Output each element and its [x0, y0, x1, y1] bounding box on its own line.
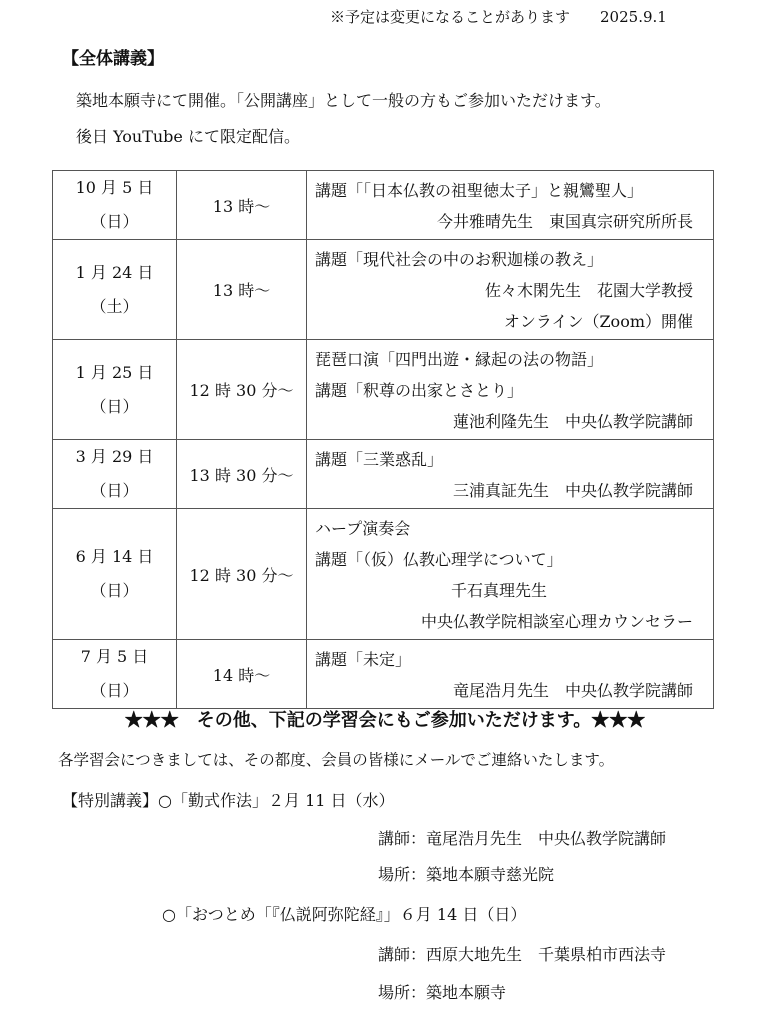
- schedule-row: [53, 509, 714, 640]
- notice-text: ※予定は変更になることがあります: [330, 8, 571, 26]
- study-note: 各学習会につきましては、その都度、会員の皆様にメールでご連絡いたします。: [58, 751, 615, 769]
- schedule-day: （日）: [90, 581, 139, 600]
- schedule-date-cell: [53, 640, 177, 709]
- section-heading: 【全体講義】: [62, 49, 164, 69]
- schedule-line: 講題「釈尊の出家とさとり」: [315, 381, 524, 400]
- schedule-line: 講題「現代社会の中のお釈迦様の教え」: [315, 250, 604, 269]
- schedule-time: 12 時 30 分～: [177, 340, 307, 440]
- schedule-line: 中央仏教学院相談室心理カウンセラー: [420, 612, 693, 631]
- schedule-content: [307, 340, 714, 440]
- schedule-line: 講題「未定」: [315, 650, 412, 669]
- schedule-line: ハープ演奏会: [315, 519, 411, 538]
- intro-text-2: 後日 YouTube にて限定配信。: [76, 127, 300, 146]
- special-label: 【特別講義】: [62, 791, 159, 810]
- schedule-day: （日）: [90, 481, 139, 500]
- schedule-date-cell: [53, 171, 177, 240]
- schedule-time: 12 時 30 分～: [177, 509, 307, 640]
- schedule-content: [307, 440, 714, 509]
- schedule-line: 千石真理先生: [451, 581, 548, 600]
- notice-date: 2025.9.1: [600, 8, 667, 26]
- schedule-line: 今井雅晴先生 東国真宗研究所所長: [436, 212, 693, 231]
- schedule-line: 講題「三業惑乱」: [315, 450, 444, 469]
- special-place-1: 場所：築地本願寺慈光院: [378, 865, 555, 884]
- special-lecturer-2: 講師：西原大地先生 千葉県柏市西法寺: [378, 945, 667, 964]
- schedule-line: 竜尾浩月先生 中央仏教学院講師: [452, 681, 693, 700]
- schedule-content: [307, 240, 714, 340]
- special-lecturer-1: 講師：竜尾浩月先生 中央仏教学院講師: [378, 829, 667, 848]
- schedule-date-cell: [53, 340, 177, 440]
- schedule-content: [307, 171, 714, 240]
- schedule-line: 佐々木閑先生 花園大学教授: [484, 281, 693, 300]
- schedule-day: （日）: [90, 212, 139, 231]
- schedule-row: [53, 171, 714, 240]
- schedule-day: （日）: [90, 396, 139, 416]
- schedule-row: [53, 240, 714, 340]
- schedule-date: 10 月 5 日: [75, 178, 154, 197]
- schedule-date-cell: [53, 240, 177, 340]
- schedule-date: 3 月 29 日: [75, 447, 154, 466]
- schedule-row: [53, 340, 714, 440]
- notice-line: [330, 6, 667, 27]
- schedule-table: [52, 170, 714, 709]
- schedule-date-cell: [53, 440, 177, 509]
- schedule-row: [53, 640, 714, 709]
- schedule-line: オンライン（Zoom）開催: [503, 312, 693, 331]
- schedule-day: （日）: [90, 681, 139, 700]
- study-title: ★★★ その他、下記の学習会にもご参加いただけます。★★★: [124, 710, 646, 731]
- schedule-line: 講題「（仮）仏教心理学について」: [315, 550, 563, 569]
- schedule-date-cell: [53, 509, 177, 640]
- schedule-date: 1 月 24 日: [75, 262, 154, 282]
- schedule-time: 13 時～: [177, 171, 307, 240]
- schedule-content: [307, 640, 714, 709]
- schedule-date: 7 月 5 日: [80, 647, 149, 666]
- schedule-line: 三浦真証先生 中央仏教学院講師: [452, 481, 693, 500]
- schedule-line: 蓮池利隆先生 中央仏教学院講師: [452, 412, 693, 431]
- schedule-time: 13 時～: [177, 240, 307, 340]
- schedule-content: [307, 509, 714, 640]
- schedule-line: 講題「「日本仏教の祖聖徳太子」と親鸞聖人」: [315, 181, 644, 200]
- special-item-2: ○「おつとめ「『仏説阿弥陀経』」６月 14 日（日）: [162, 905, 527, 924]
- schedule-day: （土）: [90, 296, 139, 316]
- special-place-2: 場所：築地本願寺: [378, 983, 507, 1002]
- schedule-line: 琵琶口演「四門出遊・縁起の法の物語」: [315, 350, 604, 369]
- special-item-1: ○「勤式作法」２月 11 日（水）: [158, 791, 395, 810]
- schedule-date: 6 月 14 日: [75, 547, 154, 566]
- schedule-time: 14 時～: [177, 640, 307, 709]
- schedule-time: 13 時 30 分～: [177, 440, 307, 509]
- special-lecture-1: [62, 788, 395, 811]
- schedule-date: 1 月 25 日: [75, 362, 154, 382]
- intro-text-1: 築地本願寺にて開催。「公開講座」として一般の方もご参加いただけます。: [76, 91, 611, 110]
- schedule-row: [53, 440, 714, 509]
